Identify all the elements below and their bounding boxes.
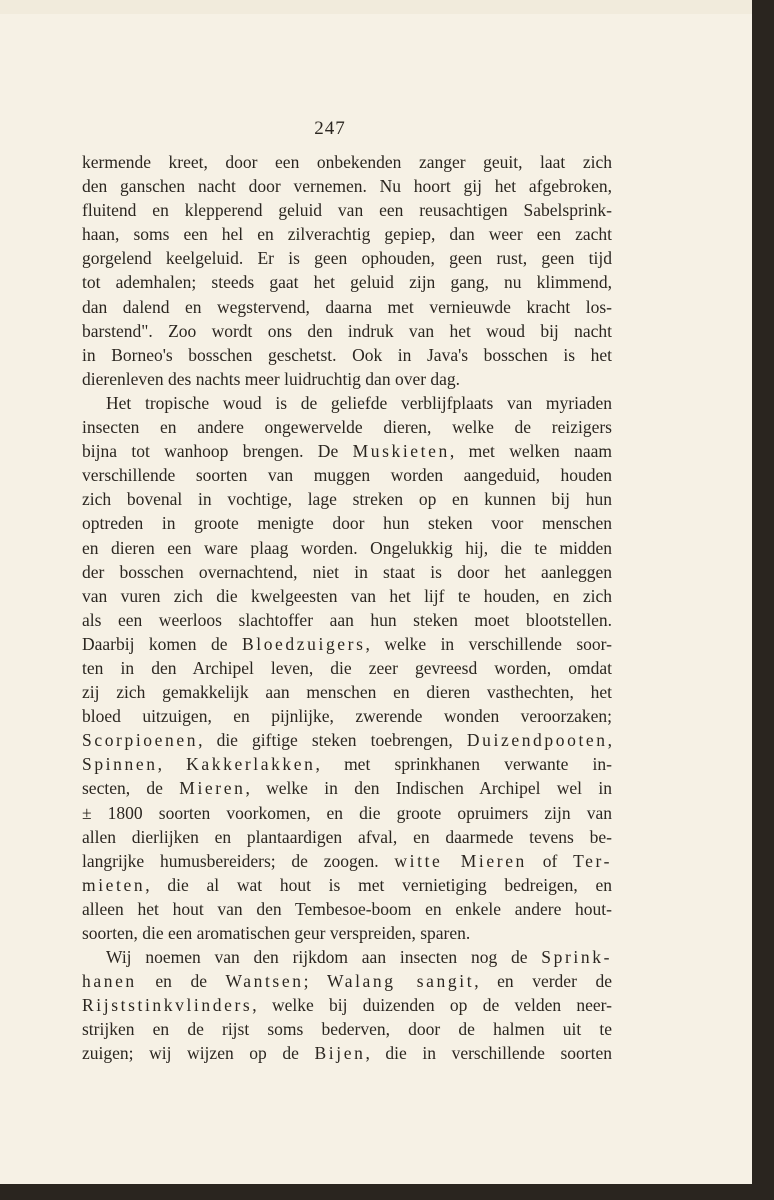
spaced-term: Wantsen xyxy=(225,971,304,992)
text-run: kermende kreet, door een onbekenden zanger geuit, laat zich xyxy=(82,152,612,172)
text-run: der bosschen overnachtend, niet in staat is door het aanleggen xyxy=(82,561,612,582)
text-line xyxy=(82,656,612,680)
text-run: barstend". Zoo wordt ons den indruk van het woud bij nacht xyxy=(82,320,612,341)
text-run: of xyxy=(526,850,574,871)
spaced-term: Duizendpooten xyxy=(466,730,608,751)
text-line xyxy=(82,873,612,897)
text-run: dan dalend en wegstervend, daarna met vernieuwde kracht los- xyxy=(82,296,612,317)
spaced-term: mieten xyxy=(82,874,146,895)
text-line xyxy=(82,415,612,439)
text-run: alleen het hout van den Tembesoe-boom en enkele andere hout- xyxy=(82,898,612,919)
text-line xyxy=(82,343,612,367)
spaced-term: Ter- xyxy=(573,850,613,871)
text-run: , xyxy=(157,754,187,775)
text-run: strijken en de rijst soms bederven, door de halmen uit te xyxy=(82,1019,612,1040)
text-line xyxy=(82,632,612,656)
text-run: gorgelend keelgeluid. Er is geen ophouden, geen rust, geen tijd xyxy=(82,248,612,269)
text-line xyxy=(82,246,612,270)
text-line xyxy=(82,511,612,535)
text-run: , die giftige steken toebrengen, xyxy=(198,730,467,751)
text-line xyxy=(82,1041,612,1065)
text-run: zich bovenal in vochtige, lage streken op en kunnen bij hun xyxy=(82,489,612,510)
text-run: insecten en andere ongewervelde dieren, welke de reizigers xyxy=(82,417,612,438)
text-line xyxy=(82,584,612,608)
spaced-term: Scorpioenen xyxy=(82,730,199,751)
spaced-term: Bloedzuigers xyxy=(241,633,366,654)
text-line xyxy=(82,487,612,511)
text-run: langrijke humusbereiders; de zoogen. xyxy=(82,850,395,871)
text-run: fluitend en klepperend geluid van een reusachtigen Sabelsprink- xyxy=(82,200,612,221)
text-run: soorten, die een aromatischen geur verspreiden, sparen. xyxy=(82,923,471,943)
scan-edge-bottom xyxy=(0,1184,774,1200)
text-run: ten in den Archipel leven, die zeer gevreesd worden, omdat xyxy=(82,657,612,678)
text-line xyxy=(82,150,612,174)
text-run: bloed uitzuigen, en pijnlijke, zwerende wonden veroorzaken; xyxy=(82,706,612,727)
text-run: dierenleven des nachts meer luidruchtig dan over dag. xyxy=(82,368,461,389)
text-line xyxy=(82,1017,612,1041)
spaced-term: witte Mieren xyxy=(394,850,527,871)
text-line xyxy=(82,439,612,463)
text-line xyxy=(82,728,612,752)
text-line xyxy=(82,680,612,704)
spaced-term: Walang sangit xyxy=(327,971,475,992)
text-line xyxy=(82,776,612,800)
text-line xyxy=(82,897,612,921)
spaced-term: Muskieten xyxy=(352,441,450,462)
text-run: secten, de xyxy=(82,778,180,799)
text-line xyxy=(82,801,612,825)
text-line xyxy=(82,825,612,849)
text-run: van vuren zich die kwelgeesten van het lijf te houden, en zich xyxy=(82,585,612,606)
text-run: als een weerloos slachtoffer aan hun steken moet blootstellen. xyxy=(82,609,612,630)
text-run: Wij noemen van den rijkdom aan insecten nog de xyxy=(106,947,542,968)
text-run: , met sprinkhanen verwante in- xyxy=(315,754,612,775)
text-line xyxy=(82,921,612,945)
text-line xyxy=(82,752,612,776)
text-run: en de xyxy=(136,971,226,992)
text-run: ; xyxy=(303,971,327,992)
text-run: , welke in den Indischen Archipel wel in xyxy=(245,778,612,799)
text-line xyxy=(82,608,612,632)
text-run: ± 1800 soorten voorkomen, en die groote opruimers zijn van xyxy=(82,802,612,823)
book-page xyxy=(0,14,752,1184)
text-line xyxy=(82,367,612,391)
text-line xyxy=(82,969,612,993)
text-line xyxy=(82,198,612,222)
text-line xyxy=(82,536,612,560)
text-line xyxy=(82,704,612,728)
text-line xyxy=(82,319,612,343)
spaced-term: Bijen xyxy=(314,1043,366,1064)
text-run: , met welken naam xyxy=(449,441,612,462)
text-run: zij zich gemakkelijk aan menschen en dieren vasthechten, het xyxy=(82,682,612,703)
text-run: , xyxy=(607,730,612,751)
spaced-term: Mieren xyxy=(179,778,246,799)
text-run: , en verder de xyxy=(474,971,612,992)
text-run: Het tropische woud is de geliefde verblijfplaats van myriaden xyxy=(106,392,612,413)
spaced-term: hanen xyxy=(82,971,137,992)
text-run: , die in verschillende soorten xyxy=(365,1043,612,1064)
spaced-term: Spinnen xyxy=(82,754,158,775)
text-run: , die al wat hout is met vernietiging bedreigen, en xyxy=(145,874,612,895)
page-number: 247 xyxy=(314,118,346,139)
text-line xyxy=(82,391,612,415)
scan-edge-right xyxy=(752,0,774,1200)
text-run: optreden in groote menigte door hun steken voor menschen xyxy=(82,513,612,534)
text-run: in Borneo's bosschen geschetst. Ook in Java's bosschen is het xyxy=(82,344,612,365)
text-run: bijna tot wanhoop brengen. De xyxy=(82,441,353,462)
text-run: verschillende soorten van muggen worden aangeduid, houden xyxy=(82,465,612,486)
text-line xyxy=(82,993,612,1017)
text-run: zuigen; wij wijzen op de xyxy=(82,1043,315,1064)
text-line xyxy=(82,945,612,969)
text-run: tot ademhalen; steeds gaat het geluid zijn gang, nu klimmend, xyxy=(82,272,612,293)
text-run: , welke in verschillende soor- xyxy=(365,633,612,654)
text-run: , welke bij duizenden op de velden neer- xyxy=(252,995,612,1016)
text-run: den ganschen nacht door vernemen. Nu hoort gij het afgebroken, xyxy=(82,176,612,197)
text-line xyxy=(82,174,612,198)
text-run: allen dierlijken en plantaardigen afval, en daarmede tevens be- xyxy=(82,826,612,847)
text-line xyxy=(82,270,612,294)
body-text xyxy=(82,150,612,1066)
spaced-term: Kakkerlakken xyxy=(186,754,316,775)
text-line xyxy=(82,295,612,319)
text-line xyxy=(82,463,612,487)
spaced-term: Rijststinkvlinders xyxy=(82,995,253,1016)
text-line xyxy=(82,560,612,584)
text-run: Daarbij komen de xyxy=(82,633,242,654)
text-run: haan, soms een hel en zilverachtig gepiep, dan weer een zacht xyxy=(82,224,612,245)
spaced-term: Sprink- xyxy=(541,947,612,968)
text-run: en dieren een ware plaag worden. Ongelukkig hij, die te midden xyxy=(82,537,612,558)
text-line xyxy=(82,222,612,246)
text-line xyxy=(82,849,612,873)
